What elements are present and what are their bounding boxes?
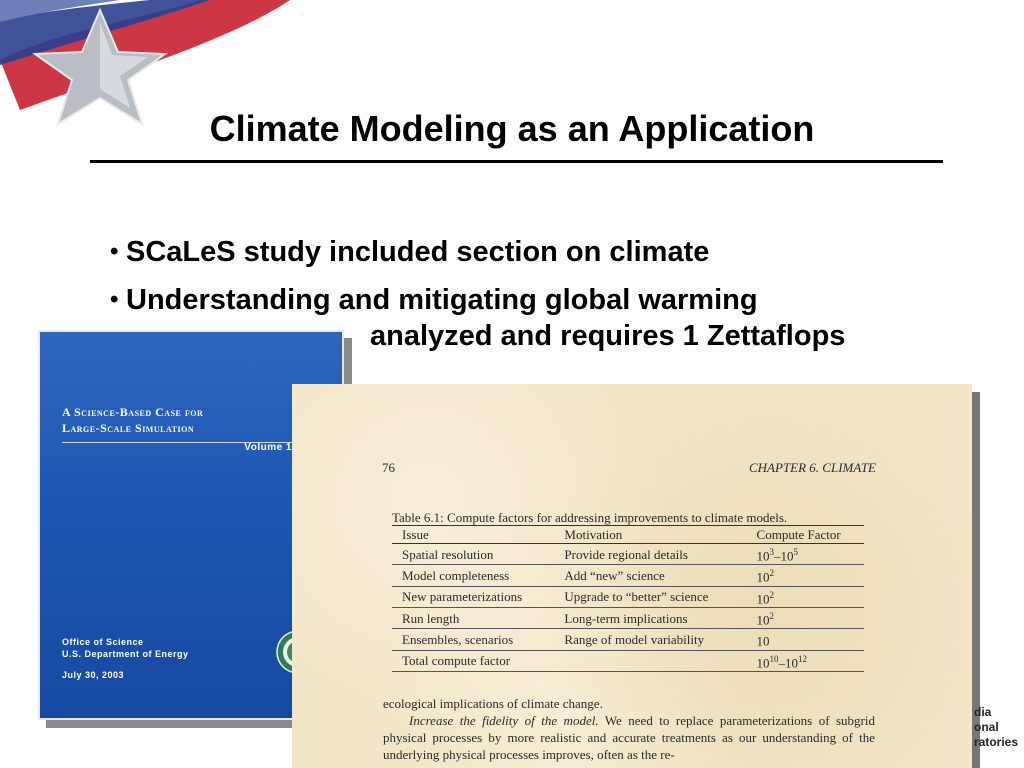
factor-part: 10 xyxy=(756,633,770,649)
header-issue: Issue xyxy=(402,527,429,542)
factor-part: 10 xyxy=(756,590,770,606)
bullet-text: Understanding and mitigating global warming xyxy=(126,284,758,316)
cell-compute-factor xyxy=(747,629,864,650)
org-logo-line: dia xyxy=(974,705,992,719)
cell-motivation: Provide regional details xyxy=(564,546,688,562)
cover-title-line: Large-Scale Simulation xyxy=(62,421,195,435)
header-compute-factor: Compute Factor xyxy=(756,527,841,542)
cell-issue: Total compute factor xyxy=(402,653,511,669)
cell-motivation xyxy=(554,650,746,671)
paragraph-text: We need to replace parameterizations of subgrid physical processes by more realistic and accurate treatments as our understanding of the underlying physical processes improves, often as the re- xyxy=(383,713,875,762)
bullet-icon: • xyxy=(110,286,119,313)
cover-title xyxy=(62,404,203,436)
factor-part: 10 xyxy=(756,654,770,670)
paragraph-line: ecological implications of climate change. xyxy=(383,696,603,711)
cover-title-line: A Science-Based Case for xyxy=(62,405,204,419)
table-row xyxy=(392,629,864,650)
table-row xyxy=(392,544,864,565)
title-divider xyxy=(90,160,943,163)
org-logo-text xyxy=(974,705,1024,750)
factor-exponent: 2 xyxy=(769,568,775,579)
bullet-item xyxy=(110,276,758,324)
bullet-icon: • xyxy=(110,238,119,265)
cell-compute-factor xyxy=(747,565,864,586)
header-motivation: Motivation xyxy=(564,527,623,542)
bullet-continuation: analyzed and requires 1 Zettaflops xyxy=(370,320,846,352)
cell-issue: Run length xyxy=(402,610,460,626)
cell-motivation: Add “new” science xyxy=(564,567,665,583)
report-page xyxy=(292,384,972,768)
cell-compute-factor xyxy=(747,650,864,671)
paragraph-italic: Increase the fidelity of the model. xyxy=(409,713,599,728)
bullet-list xyxy=(110,228,758,324)
factor-exponent: 12 xyxy=(798,653,808,664)
cover-date: July 30, 2003 xyxy=(62,670,125,680)
body-paragraph xyxy=(383,695,875,763)
factor-part: 10 xyxy=(756,548,770,564)
cell-issue: Ensembles, scenarios xyxy=(402,631,514,647)
factor-part: –10 xyxy=(774,548,794,564)
org-logo-line: onal xyxy=(974,720,999,734)
table-row xyxy=(392,650,864,671)
cell-motivation: Long-term implications xyxy=(564,610,688,626)
cell-issue: Model completeness xyxy=(402,567,510,583)
compute-factor-table xyxy=(392,525,864,672)
cover-office-line: U.S. Department of Energy xyxy=(62,649,189,659)
factor-part: 10 xyxy=(756,612,770,628)
bullet-text: SCaLeS study included section on climate xyxy=(126,236,710,268)
factor-exponent: 5 xyxy=(793,547,799,557)
cell-compute-factor xyxy=(747,544,864,565)
cover-volume: Volume 1 xyxy=(244,442,292,453)
factor-exponent: 10 xyxy=(769,653,779,664)
cell-compute-factor xyxy=(747,586,864,607)
table-caption: Table 6.1: Compute factors for addressing improvements to climate models. xyxy=(392,510,788,525)
factor-exponent: 2 xyxy=(769,589,775,600)
page-number: 76 xyxy=(382,460,395,475)
cover-office-line: Office of Science xyxy=(62,637,144,647)
table-body xyxy=(392,544,864,672)
factor-exponent: 3 xyxy=(769,547,775,557)
chapter-heading: CHAPTER 6. CLIMATE xyxy=(749,460,876,475)
table-row xyxy=(392,565,864,586)
cell-compute-factor xyxy=(747,607,864,628)
table-row xyxy=(392,607,864,628)
slide-title: Climate Modeling as an Application xyxy=(209,108,815,149)
cell-motivation: Upgrade to “better” science xyxy=(564,589,709,605)
factor-exponent: 2 xyxy=(769,610,775,621)
org-logo-line: ratories xyxy=(974,735,1019,749)
cell-issue: Spatial resolution xyxy=(402,546,494,562)
factor-part: –10 xyxy=(778,654,799,670)
cell-issue: New parameterizations xyxy=(402,589,523,605)
table-row xyxy=(392,586,864,607)
factor-part: 10 xyxy=(756,569,770,585)
cover-office xyxy=(62,636,189,660)
cell-motivation: Range of model variability xyxy=(564,631,705,647)
bullet-item xyxy=(110,228,758,276)
table-header-row xyxy=(392,526,864,544)
